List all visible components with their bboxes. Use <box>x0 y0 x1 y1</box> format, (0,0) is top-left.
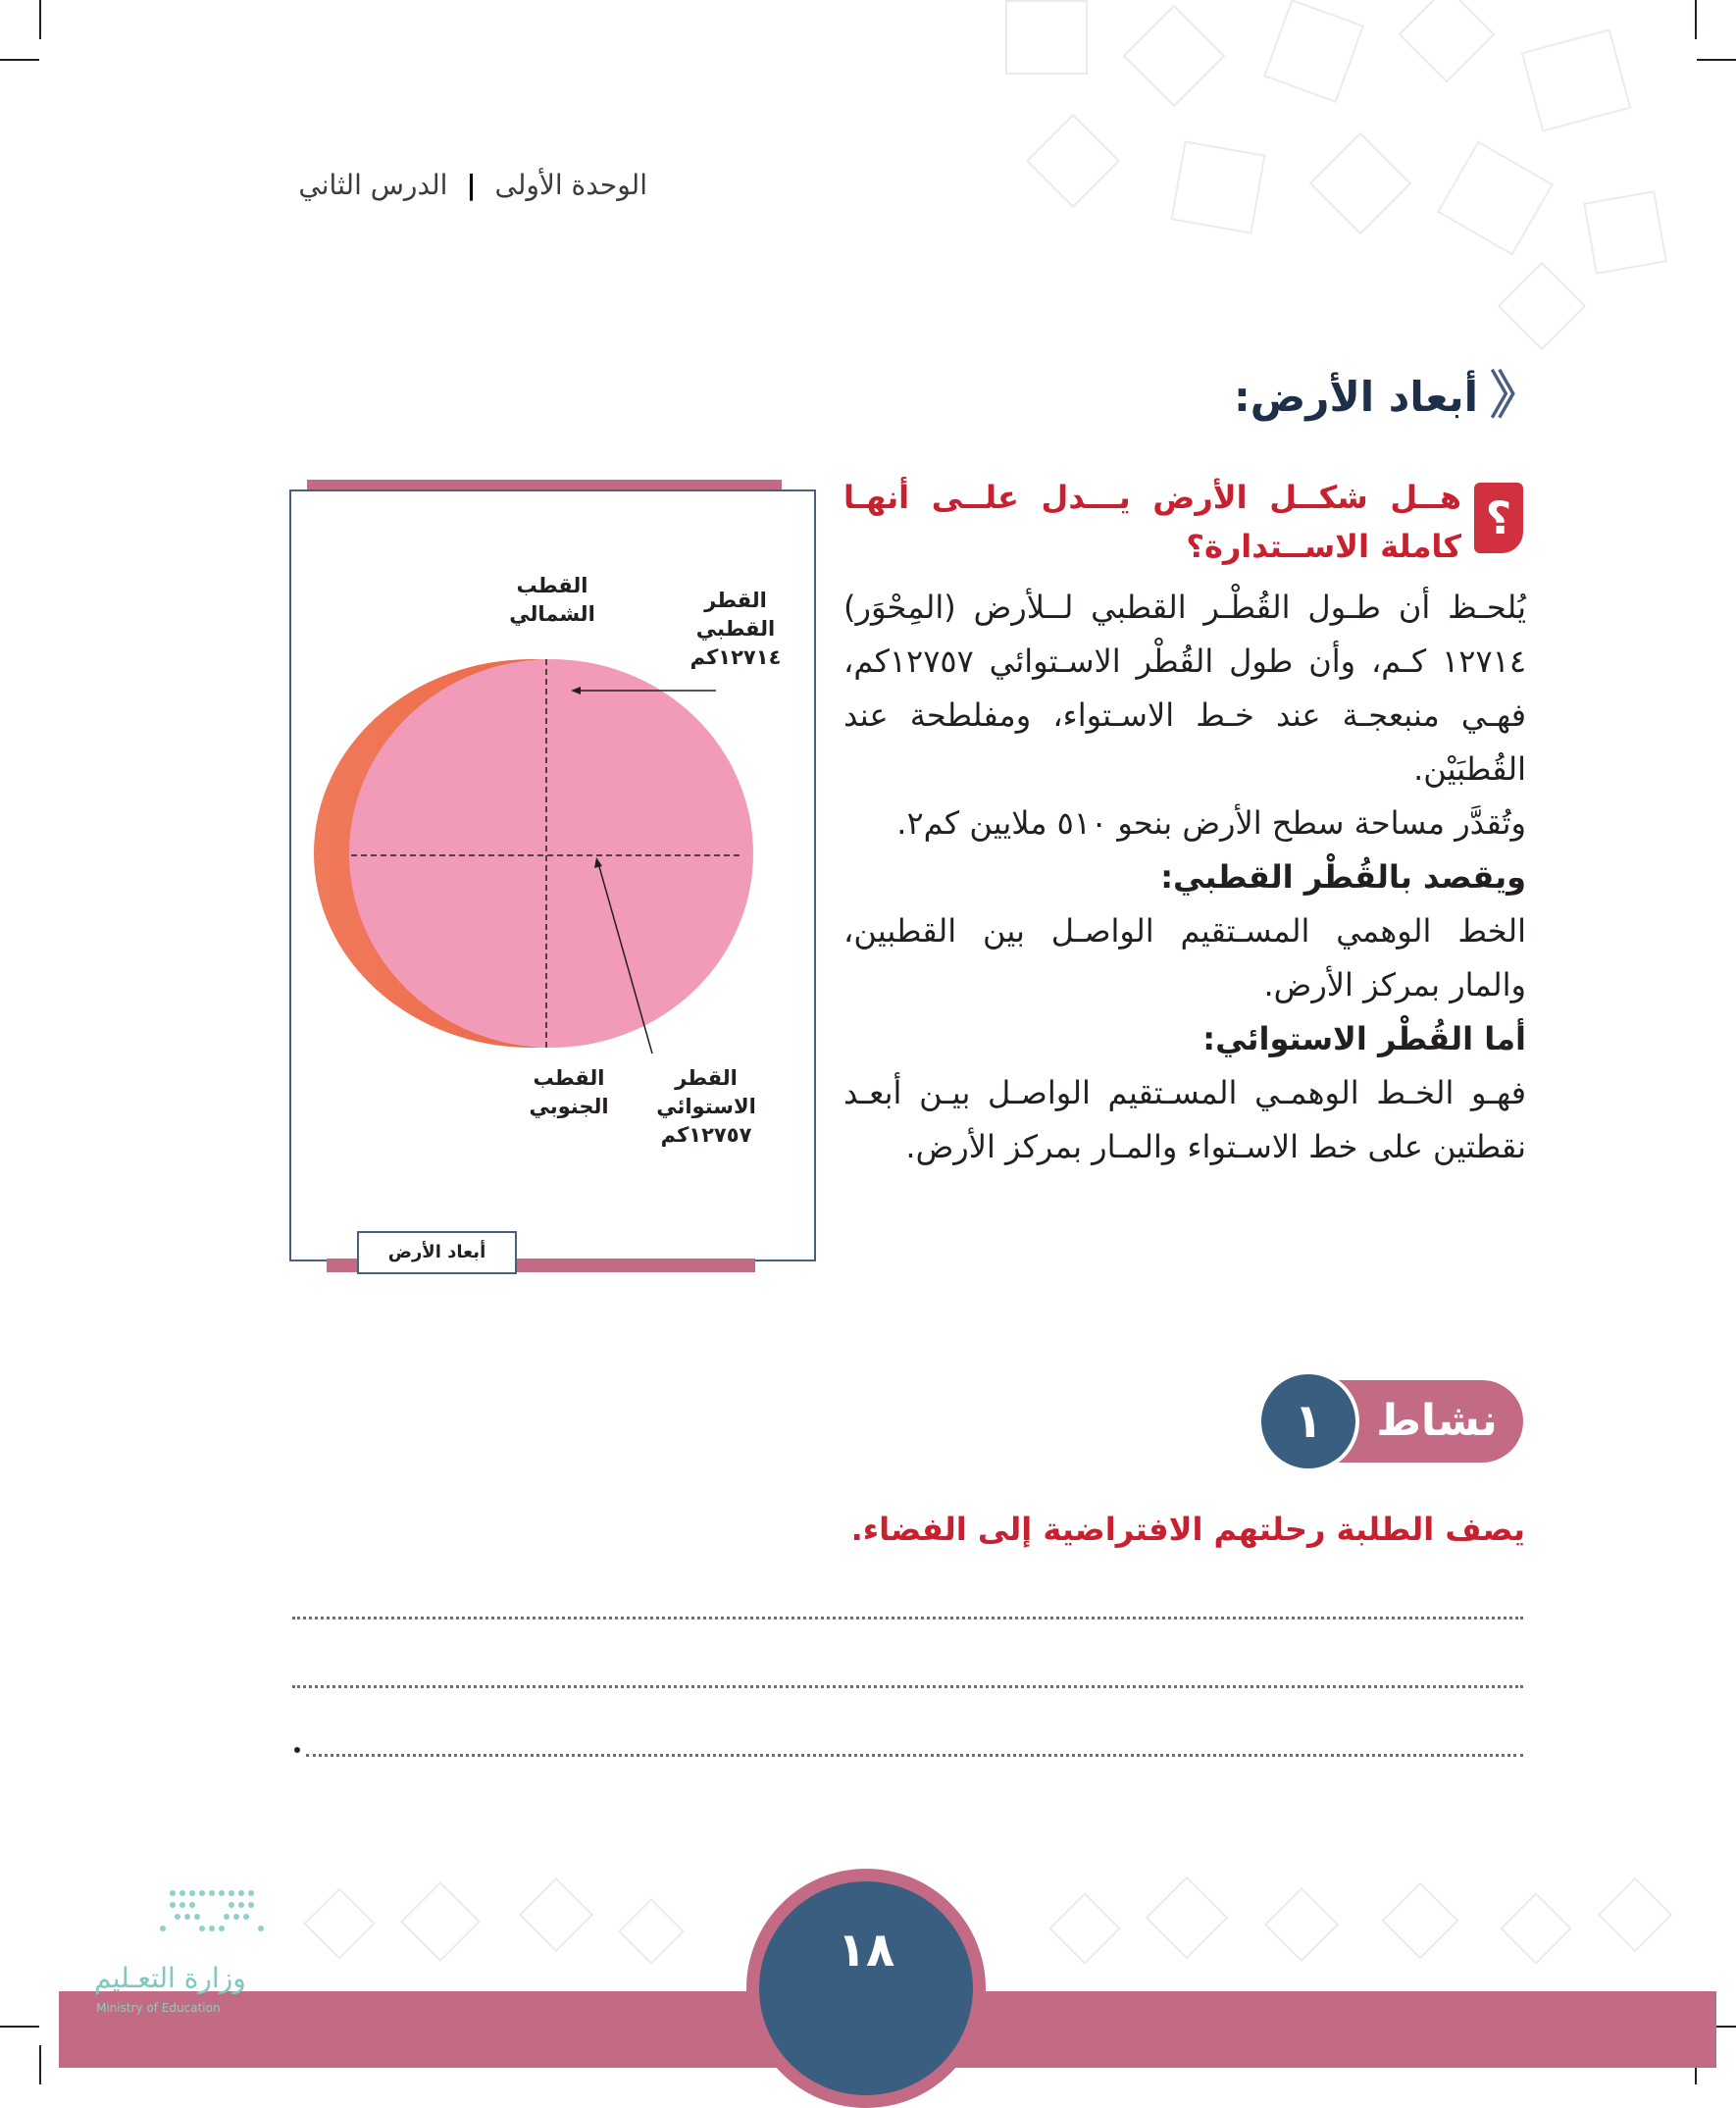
activity-label: نشاط <box>1376 1396 1498 1446</box>
page-number-circle <box>759 1881 973 2095</box>
equatorial-label-line-2: الاستوائي <box>656 1095 756 1118</box>
north-pole-line-1: القطب <box>516 574 588 597</box>
paragraph-surface-area: وتُقدَّر مساحة سطح الأرض بنحو ٥١٠ ملايين كم٢. <box>896 804 1526 842</box>
paragraph-diameters: يُلحـظ أن طـول القُطْـر القطبي لــلأرض (المِحْوَر) ١٢٧١٤ كـم، وأن طول القُطْر الاسـتوائي ١٢٧٥٧كم، فهـي منبعجـة عند خـط الاسـتواء، ومفلطحة عند القُطبَيْن. <box>843 589 1526 788</box>
polar-label-line-1: القطر <box>704 589 767 612</box>
lesson-body <box>843 581 1526 1174</box>
question-text: هــل شكــل الأرض يـــدل علــى أنهـا كاملة الاســتدارة؟ <box>843 479 1461 565</box>
polar-label-line-3: ١٢٧١٤كم <box>689 645 782 669</box>
double-chevron-icon: 《 <box>1489 367 1525 426</box>
answer-line[interactable] <box>306 1754 1523 1757</box>
page-header <box>275 169 647 201</box>
section-heading <box>1234 367 1525 426</box>
ministry-name: وزارة التعـليم <box>94 1962 246 1994</box>
crop-mark <box>39 2045 41 2084</box>
activity-instruction: يصف الطلبة رحلتهم الافتراضية إلى الفضاء. <box>850 1511 1525 1548</box>
earth-body <box>349 659 753 1048</box>
ministry-name-english: Ministry of Education <box>96 2001 221 2015</box>
answer-line[interactable] <box>292 1617 1523 1620</box>
crop-mark <box>1695 0 1697 39</box>
end-period <box>294 1747 300 1753</box>
answer-line[interactable] <box>292 1685 1523 1688</box>
question-mark-icon: ؟ <box>1474 483 1523 553</box>
crop-mark <box>0 2026 39 2028</box>
polar-label-line-2: القطبي <box>695 617 776 641</box>
figure-caption: أبعاد الأرض <box>357 1231 517 1274</box>
section-title: أبعاد الأرض: <box>1234 372 1478 421</box>
lesson-title: الدرس الثاني <box>298 169 448 201</box>
header-separator: | <box>466 169 477 201</box>
north-pole-line-2: الشمالي <box>509 602 595 626</box>
equatorial-diameter-definition: فهـو الخـط الوهمـي المسـتقيم الواصـل بيـن أبعـد نقطتين على خط الاسـتواء والمـار بمركز الأرض. <box>843 1074 1526 1165</box>
polar-diameter-definition: الخط الوهمي المسـتقيم الواصـل بين القطبين، والمار بمركز الأرض. <box>843 912 1526 1003</box>
equatorial-label-line-1: القطر <box>675 1066 738 1090</box>
crop-mark <box>1697 59 1736 61</box>
unit-title: الوحدة الأولى <box>494 169 647 201</box>
crop-mark <box>39 0 41 39</box>
south-pole-line-2: الجنوبي <box>529 1095 609 1118</box>
polar-diameter-label <box>687 587 785 672</box>
equatorial-diameter-label <box>647 1064 765 1150</box>
crop-mark <box>0 59 39 61</box>
polar-diameter-heading: ويقصد بالقُطْر القطبي: <box>1160 858 1526 896</box>
equatorial-diameter-heading: أما القُطْر الاستوائي: <box>1202 1020 1526 1057</box>
earth-diagram <box>304 657 755 1069</box>
page-number: ١٨ <box>837 1923 895 1978</box>
south-pole-label <box>515 1064 623 1121</box>
south-pole-line-1: القطب <box>533 1066 605 1090</box>
activity-number: ١ <box>1261 1374 1355 1468</box>
north-pole-label <box>498 572 606 629</box>
equatorial-label-line-3: ١٢٧٥٧كم <box>660 1123 752 1147</box>
